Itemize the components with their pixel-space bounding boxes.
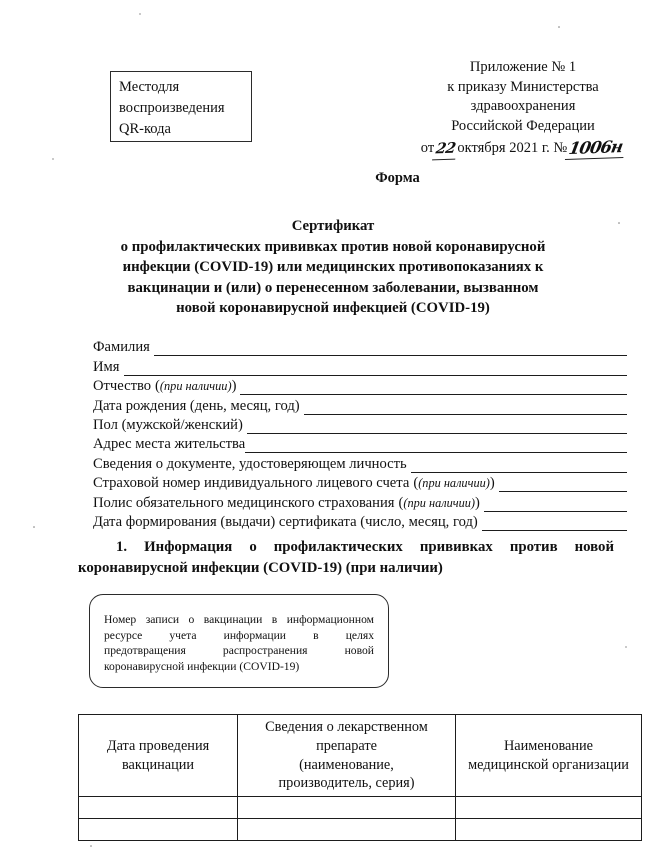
appendix-reference-block bbox=[398, 58, 648, 159]
field-input-medical-insurance-policy[interactable] bbox=[484, 498, 627, 512]
qr-placeholder-line-1 bbox=[119, 77, 243, 98]
title-line-3: инфекции (COVID-19) или медицинских противопоказаниях к bbox=[122, 259, 544, 275]
table-row bbox=[79, 819, 642, 841]
qr-placeholder-word-dlya: для bbox=[157, 79, 180, 95]
field-note-snils: ((при наличии)) bbox=[413, 475, 495, 492]
field-row-identity-document bbox=[93, 453, 627, 472]
header-col2-line3: (наименование, bbox=[299, 756, 394, 773]
note-box-line-3: предотвращения распространения новой bbox=[104, 644, 374, 658]
vaccination-table bbox=[78, 714, 642, 841]
field-row-snils bbox=[93, 473, 627, 492]
field-label-first-name: Имя bbox=[93, 358, 120, 375]
order-month-year: октября 2021 г. № bbox=[457, 140, 568, 156]
note-box-line-4: коронавирусной инфекции (COVID-19) bbox=[104, 659, 300, 673]
cell-medical-organization[interactable] bbox=[456, 797, 642, 819]
table-header-drug-information bbox=[238, 715, 456, 797]
field-label-address: Адрес места жительства bbox=[93, 436, 246, 453]
field-label-birth-date: Дата рождения (день, месяц, год) bbox=[93, 397, 300, 414]
header-col2-line1: Сведения о лекарственном bbox=[265, 719, 428, 736]
cell-vaccination-date[interactable] bbox=[79, 797, 238, 819]
cell-medical-organization[interactable] bbox=[456, 819, 642, 841]
field-label-issue-date: Дата формирования (выдачи) сертификата (число, месяц, год) bbox=[93, 513, 478, 530]
order-day-handwritten: 22 bbox=[432, 139, 459, 160]
field-label-medical-insurance-policy: Полис обязательного медицинского страхования bbox=[93, 494, 395, 511]
appendix-line-2: к приказу Министерства bbox=[447, 78, 599, 95]
field-row-first-name bbox=[93, 356, 627, 375]
field-input-sex[interactable] bbox=[247, 420, 627, 434]
field-label-sex: Пол (мужской/женский) bbox=[93, 416, 243, 433]
field-note-medical-insurance-policy: ((при наличии)) bbox=[398, 494, 480, 511]
field-label-patronymic: Отчество bbox=[93, 378, 152, 395]
field-input-surname[interactable] bbox=[154, 342, 627, 356]
header-col1-line2: вакцинации bbox=[121, 756, 195, 773]
field-label-snils: Страховой номер индивидуального лицевого счета bbox=[93, 475, 410, 492]
header-col3-line1: Наименование bbox=[503, 737, 594, 754]
title-line-2: о профилактических прививках против новой коронавирусной bbox=[120, 238, 546, 255]
header-col3-line2: медицинской организации bbox=[468, 756, 629, 773]
vaccination-record-number-box bbox=[89, 594, 389, 688]
table-header-row bbox=[79, 715, 642, 797]
cell-vaccination-date[interactable] bbox=[79, 819, 238, 841]
scan-speckle bbox=[33, 526, 35, 528]
field-row-address bbox=[93, 434, 627, 453]
appendix-line-1: Приложение № 1 bbox=[469, 59, 577, 75]
title-line-5: новой коронавирусной инфекцией (COVID-19) bbox=[176, 300, 490, 316]
field-input-issue-date[interactable] bbox=[482, 517, 627, 531]
scan-speckle bbox=[558, 26, 560, 28]
field-row-surname bbox=[93, 337, 627, 356]
table-header-medical-organization bbox=[456, 715, 642, 797]
scan-speckle bbox=[618, 222, 620, 224]
field-note-patronymic: ((при наличии)) bbox=[155, 378, 237, 395]
table-row bbox=[79, 797, 642, 819]
certificate-title bbox=[78, 216, 588, 319]
field-label-identity-document: Сведения о документе, удостоверяющем личность bbox=[93, 455, 407, 472]
header-col2-line2: препарате bbox=[316, 737, 377, 754]
appendix-line-4: Российской Федерации bbox=[451, 117, 595, 134]
section-1-heading bbox=[78, 537, 614, 579]
appendix-line-3: здравоохранения bbox=[470, 98, 576, 114]
title-line-4: вакцинации и (или) о перенесенном заболевании, вызванном bbox=[127, 279, 539, 296]
header-col2-line4: производитель, серия) bbox=[278, 775, 415, 792]
note-box-line-1: Номер записи о вакцинации в информационном bbox=[104, 613, 374, 626]
field-row-sex bbox=[93, 415, 627, 434]
cell-drug-information[interactable] bbox=[238, 819, 456, 841]
qr-placeholder-line-2: воспроизведения bbox=[119, 100, 225, 116]
table-header-vaccination-date bbox=[79, 715, 238, 797]
field-label-surname: Фамилия bbox=[93, 339, 150, 356]
scan-speckle bbox=[625, 646, 627, 648]
note-box-line-2: ресурсе учета информации в целях bbox=[104, 628, 374, 642]
field-input-first-name[interactable] bbox=[124, 362, 628, 376]
field-row-patronymic bbox=[93, 376, 627, 395]
personal-data-fields bbox=[93, 337, 627, 531]
scan-speckle bbox=[90, 845, 92, 847]
field-input-patronymic[interactable] bbox=[240, 381, 627, 395]
qr-code-placeholder-box bbox=[110, 71, 252, 142]
scan-speckle bbox=[139, 13, 141, 15]
field-input-birth-date[interactable] bbox=[304, 401, 627, 415]
title-line-1: Сертификат bbox=[291, 218, 375, 234]
qr-placeholder-word-mesto: Место bbox=[119, 79, 158, 95]
field-input-address[interactable] bbox=[245, 439, 627, 453]
section-1-heading-line-1: 1. Информация о профилактических прививках против новой bbox=[116, 539, 614, 555]
field-row-birth-date bbox=[93, 395, 627, 414]
order-number-handwritten: 1006н bbox=[565, 137, 627, 160]
field-row-medical-insurance-policy bbox=[93, 492, 627, 511]
qr-placeholder-line-3: QR-кода bbox=[119, 121, 171, 137]
field-input-identity-document[interactable] bbox=[411, 459, 627, 473]
section-1-heading-line-2: коронавирусной инфекции (COVID-19) (при наличии) bbox=[78, 560, 443, 576]
header-col1-line1: Дата проведения bbox=[106, 737, 210, 754]
scan-speckle bbox=[52, 158, 54, 160]
order-prefix: от bbox=[420, 140, 435, 156]
field-row-issue-date bbox=[93, 512, 627, 531]
cell-drug-information[interactable] bbox=[238, 797, 456, 819]
form-designation-label: Форма bbox=[375, 170, 420, 186]
field-input-snils[interactable] bbox=[499, 478, 627, 492]
appendix-order-line bbox=[398, 137, 648, 159]
